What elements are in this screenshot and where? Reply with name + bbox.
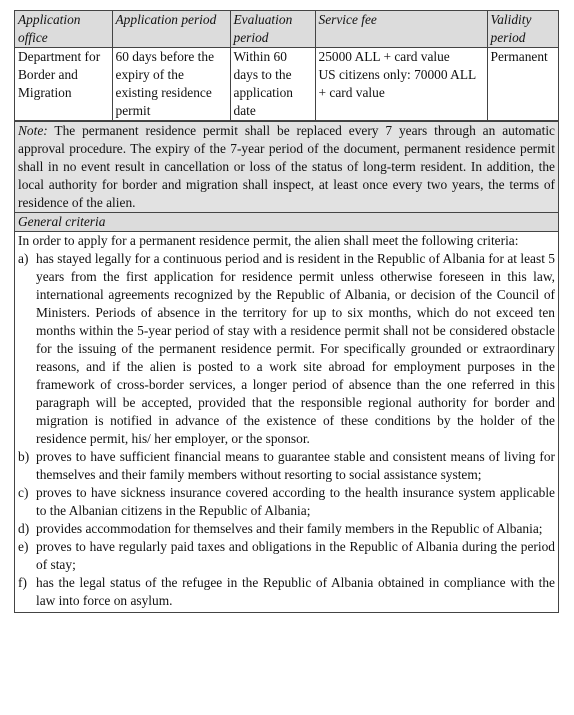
list-item (18, 448, 555, 484)
header-application-office: Application office (15, 11, 112, 48)
cell-service-fee (315, 48, 487, 121)
service-fee-us-citizens: US citizens only: 70000 ALL + card value (318, 67, 476, 100)
list-item-marker: a) (18, 251, 29, 266)
criteria-intro: In order to apply for a permanent residence permit, the alien shall meet the following criteria: (18, 233, 519, 248)
list-item-text: provides accommodation for themselves and their family members in the Republic of Albania; (36, 521, 543, 536)
cell-evaluation-period: Within 60 days to the application date (230, 48, 315, 121)
list-item-text: has the legal status of the refugee in the Republic of Albania obtained in compliance with the law into force on asylum. (36, 575, 555, 608)
list-item-text: proves to have regularly paid taxes and obligations in the Republic of Albania during the period of stay; (36, 539, 555, 572)
service-fee-standard: 25000 ALL + card value (318, 49, 450, 64)
cell-application-office: Department for Border and Migration (15, 48, 112, 121)
list-item-marker: b) (18, 449, 30, 464)
list-item (18, 538, 555, 574)
table-header-row (15, 11, 558, 48)
list-item (18, 520, 555, 538)
note-label: Note: (18, 123, 48, 138)
header-application-period: Application period (112, 11, 230, 48)
list-item-text: has stayed legally for a continuous period and is resident in the Republic of Albania for at least 5 years from the first application for residence permit unless otherwise foreseen in this law, international agreements recognized by the Republic of Albania, or decision of the Council of Ministers. Periods of absence in the territory for up to six months, which do not exceed ten months within the 5-year period of stay with a residence permit shall not be considered obstacle for the issuing of the permanent residence permit. For specifically grounded or extraordinary reasons, and if the alien is posted to a work site abroad for employment purposes in the framework of cross-border services, a longer period of absence than the one referred in this paragraph will be accepted, provided that the responsible regional authority for border and migration is notified in advance of the existence of these conditions by the holder of the residence permit, his/ her employer, or the sponsor. (36, 251, 555, 446)
general-criteria-section (15, 231, 558, 612)
note-section (15, 121, 558, 212)
list-item-text: proves to have sufficient financial means to guarantee stable and consistent means of living for themselves and their family members without resorting to social assistance system; (36, 449, 555, 482)
list-item (18, 250, 555, 448)
list-item-marker: e) (18, 539, 29, 554)
header-validity-period: Validity period (487, 11, 558, 48)
list-item (18, 484, 555, 520)
header-service-fee: Service fee (315, 11, 487, 48)
header-evaluation-period: Evaluation period (230, 11, 315, 48)
cell-application-period: 60 days before the expiry of the existing residence permit (112, 48, 230, 121)
criteria-list (18, 250, 555, 610)
list-item-marker: c) (18, 485, 29, 500)
note-text: The permanent residence permit shall be replaced every 7 years through an automatic approval procedure. The expiry of the 7-year period of the document, permanent residence permit shall in no event result in cancellation or loss of the status of long-term resident. In addition, the local authority for border and migration shall inspect, at least once every two years, the terms of residence of the alien. (18, 123, 556, 210)
residence-permit-document (14, 10, 559, 613)
permit-fees-table (15, 11, 558, 121)
list-item (18, 574, 555, 610)
list-item-marker: f) (18, 575, 27, 590)
list-item-marker: d) (18, 521, 30, 536)
table-row (15, 48, 558, 121)
general-criteria-title: General criteria (15, 212, 558, 231)
list-item-text: proves to have sickness insurance covered according to the health insurance system applicable to the Albanian citizens in the Republic of Albania; (36, 485, 555, 518)
cell-validity-period: Permanent (487, 48, 558, 121)
